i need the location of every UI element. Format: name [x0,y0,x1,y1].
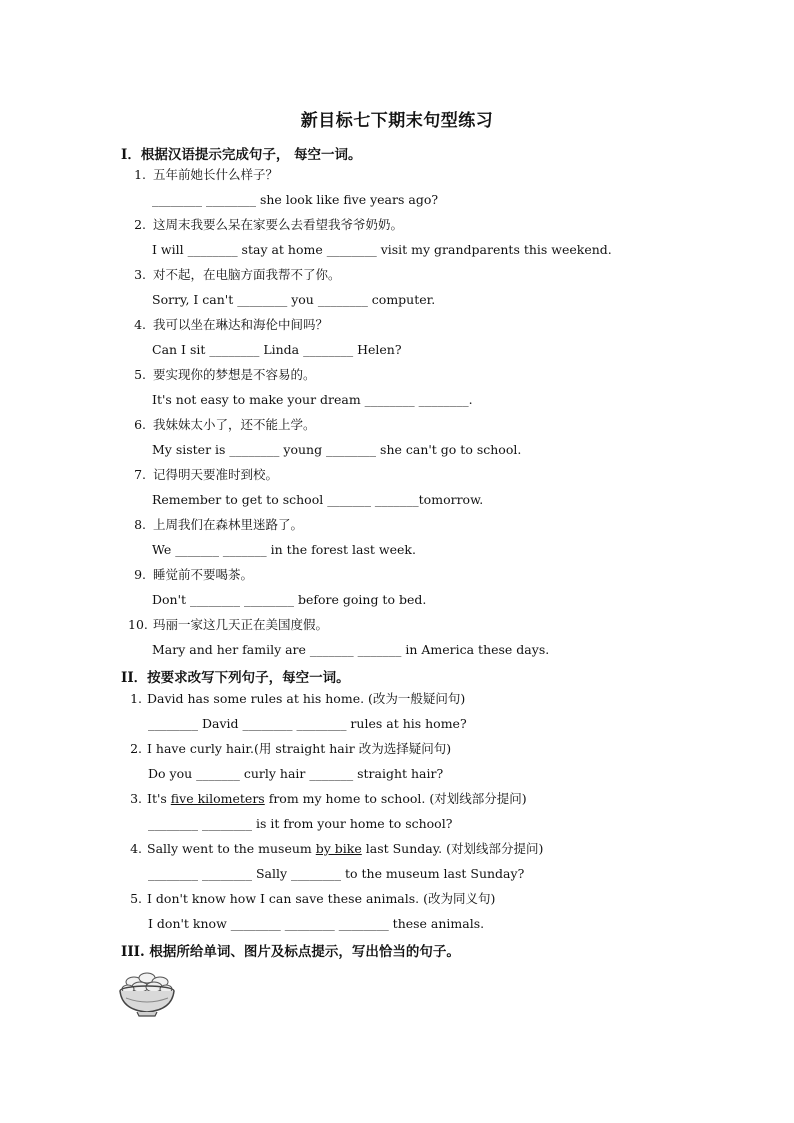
question-text: I don't know how I can save these animals. [147,891,424,906]
section-1-item-8-prompt [128,517,303,533]
section-1-item-10-prompt [128,617,328,633]
section-2-item-3-answer: ________ ________ is it from your home to school? [148,816,453,831]
question-instruction: (改为同义句) [423,891,496,906]
section-1-item-4-sentence: Can I sit ________ Linda ________ Helen? [152,342,402,357]
question-instruction: (改为一般疑问句) [368,691,466,706]
section-2-item-5-question [128,891,495,907]
section-2-heading: II．按要求改写下列句子，每空一词。 [121,670,350,686]
section-1-item-5-prompt [128,367,316,383]
section-1-item-8-sentence: We _______ _______ in the forest last week. [152,542,416,557]
section-1-item-6-prompt [128,417,316,433]
section-1-item-9-sentence: Don't ________ ________ before going to bed. [152,592,427,607]
item-number: 6. [134,417,146,432]
section-2-item-2-answer: Do you _______ curly hair _______ straight hair? [148,766,444,781]
item-number: 4. [130,841,142,856]
chinese-prompt: 上周我们在森林里迷路了。 [153,517,304,532]
section-2-item-4-answer: ________ ________ Sally ________ to the museum last Sunday? [148,866,525,881]
item-number: 7. [134,467,146,482]
section-2-item-2-question [128,741,451,757]
item-number: 1. [134,167,146,182]
section-2-item-3-question [128,791,527,807]
item-number: 8. [134,517,146,532]
chinese-prompt: 睡觉前不要喝茶。 [153,567,254,582]
item-number: 9. [134,567,146,582]
item-number: 1. [130,691,142,706]
section-2-item-1-answer: ________ David ________ ________ rules at his home? [148,716,467,731]
chinese-prompt: 五年前她长什么样子？ [153,167,279,182]
item-number: 10. [128,617,148,632]
section-1-item-3-prompt [128,267,341,283]
section-1-item-6-sentence: My sister is ________ young ________ she can't go to school. [152,442,522,457]
item-number: 4. [134,317,146,332]
underlined-part: by bike [315,841,362,856]
item-number: 2. [130,741,142,756]
chinese-prompt: 我可以坐在琳达和海伦中间吗？ [153,317,329,332]
section-1-heading: I．根据汉语提示完成句子， 每空一词。 [121,147,362,163]
question-text: I have curly hair.(用 straight hair 改为选择疑问句) [147,741,452,756]
question-text: It's [147,791,171,806]
chinese-prompt: 记得明天要准时到校。 [153,467,279,482]
section-1-item-5-sentence: It's not easy to make your dream ________ ________. [152,392,473,407]
item-number: 5. [130,891,142,906]
item-number: 2. [134,217,146,232]
section-1-item-2-prompt [128,217,403,233]
page-title: 新目标七下期末句型练习 [300,111,494,131]
section-3-heading: III. 根据所给单词、图片及标点提示，写出恰当的句子。 [121,944,460,960]
question-text: Sally went to the museum [147,841,316,856]
section-1-item-3-sentence: Sorry, I can't ________ you ________ computer. [152,292,436,307]
chinese-prompt: 要实现你的梦想是不容易的。 [153,367,316,382]
section-2-item-5-answer: I don't know ________ ________ ________ these animals. [148,916,485,931]
question-instruction: last Sunday. (对划线部分提问) [361,841,544,856]
section-1-item-10-sentence: Mary and her family are _______ _______ in America these days. [152,642,550,657]
section-1-item-9-prompt [128,567,253,583]
section-2-item-4-question [128,841,543,857]
item-number: 3. [134,267,146,282]
item-number: 3. [130,791,142,806]
question-instruction: from my home to school. (对划线部分提问) [264,791,527,806]
question-text: David has some rules at his home. [147,691,369,706]
section-1-item-7-prompt [128,467,278,483]
section-1-item-7-sentence: Remember to get to school _______ _______tomorrow. [152,492,484,507]
chinese-prompt: 这周末我要么呆在家要么去看望我爷爷奶奶。 [153,217,404,232]
section-2-item-1-question [128,691,465,707]
section-1-item-4-prompt [128,317,328,333]
item-number: 5. [134,367,146,382]
section-1-item-2-sentence: I will ________ stay at home ________ visit my grandparents this weekend. [152,242,612,257]
bowl-of-dumplings-icon [117,966,177,1018]
underlined-part: five kilometers [170,791,265,806]
chinese-prompt: 玛丽一家这几天正在美国度假。 [153,617,329,632]
section-1-item-1-sentence: ________ ________ she look like five years ago? [152,192,439,207]
chinese-prompt: 对不起，在电脑方面我帮不了你。 [153,267,341,282]
section-1-item-1-prompt [128,167,278,183]
chinese-prompt: 我妹妹太小了，还不能上学。 [153,417,316,432]
